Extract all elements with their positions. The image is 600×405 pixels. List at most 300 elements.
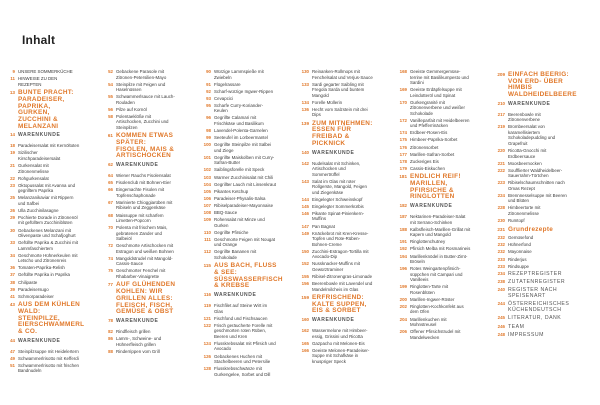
toc-entry (396, 137, 472, 143)
toc-entry (298, 69, 374, 80)
toc-entry (396, 152, 472, 158)
chapter-heading (494, 227, 570, 234)
toc-entry (200, 69, 276, 80)
toc-entry (298, 274, 374, 280)
page-number: 65 (108, 180, 113, 186)
entry-title: Himbeer-Paprika-Sorbet (410, 137, 458, 143)
page-number: 36 (10, 265, 15, 271)
entry-title: Eingemachte Fisolen mit Topfenschaphonade (116, 187, 165, 198)
warenkunde-entry (298, 317, 374, 323)
page-number: 14 (10, 132, 15, 138)
page-number: 174 (399, 130, 407, 136)
warenkunde-entry (4, 338, 80, 344)
page-number: 74 (108, 255, 113, 261)
toc-entry (4, 176, 80, 182)
page-number: 246 (497, 323, 505, 329)
page-number: 177 (399, 151, 407, 157)
entry-title: Rohensalat mit Minze und Gurken (214, 217, 265, 228)
toc-column-2 (102, 69, 178, 356)
toc-entry (4, 69, 80, 75)
toc-entry (4, 294, 80, 300)
entry-title: Hühnerfond (508, 242, 531, 248)
entry-title: Hecht vom Salzstein mit drei Dips (312, 106, 368, 118)
page-number: 19 (10, 150, 15, 156)
page-number: 101 (203, 154, 211, 160)
page-number: 38 (10, 279, 15, 285)
entry-title: ZUM MITNEHMEN: ESSEN FÜR FREIBAD & PICKNICK (312, 119, 373, 147)
page-number: 244 (497, 301, 505, 307)
page-number: 111 (204, 236, 211, 242)
toc-entry (200, 217, 276, 228)
toc-entry (298, 348, 374, 365)
page-number: 142 (301, 160, 309, 166)
toc-entry (102, 268, 178, 279)
entry-title: Pfirsich Melba mit Rosmarineis (410, 246, 471, 252)
entry-title: ERFRISCHEND: KALTE SUPPEN, EIS & SORBET (312, 294, 367, 315)
page-number: 238 (497, 278, 505, 284)
toc-entry (102, 187, 178, 198)
toc-entry (200, 210, 276, 216)
toc-entry (396, 130, 472, 136)
page-number: 192 (399, 246, 407, 252)
entry-title: Flügelrassare (214, 81, 241, 87)
entry-title: Tomaten-Paprika-Relish (18, 265, 65, 271)
entry-title: Marinierte Chioggiarüben mit Ribiseln und Zeggenkäse (116, 199, 173, 211)
entry-title: Eingelegter Sommerkürbis (312, 203, 364, 209)
page-number: 222 (497, 167, 505, 173)
entry-title: WARENKUNDE (312, 149, 355, 156)
entry-title: Lavendel-Polenta-Garnelen (214, 128, 268, 134)
entry-title: Würzige Lammspieße mit Zwiebeln (214, 69, 264, 80)
toc-entry (396, 239, 472, 245)
page-number: 33 (10, 240, 15, 246)
chapter-heading (4, 301, 85, 336)
toc-entry (102, 200, 178, 211)
entry-title: Cevapcici (214, 95, 234, 101)
page-number: 156 (301, 281, 309, 287)
page-number: 145 (301, 203, 309, 209)
page-number: 64 (108, 173, 113, 179)
entry-title: ZUTATENREGISTER (508, 278, 566, 285)
toc-entry (200, 82, 276, 88)
entry-title: Beerenbowle mit Lavendel und Mandelmilcheis im Glas (312, 281, 373, 292)
toc-entry (298, 204, 374, 210)
entry-title: WARENKUNDE (508, 100, 551, 107)
page-number: 175 (399, 137, 407, 143)
toc-entry (494, 112, 570, 123)
page-number: 91 (206, 81, 211, 87)
register-entry (494, 301, 570, 313)
entry-title: Marillen-Ingwer-Röster (410, 296, 455, 302)
page-number: 54 (108, 81, 113, 87)
entry-title: Wiener Rauchs Fisolensalat (116, 173, 171, 179)
entry-title: WARENKUNDE (214, 292, 257, 299)
entry-title: Frisch geräucherte Forelle mit geschmorten roten Rüben, Beeren und Kren (214, 322, 273, 339)
entry-title: Gefüllte Paprika in Paprika (18, 272, 70, 278)
toc-column-6 (494, 69, 577, 340)
entry-title: Geschmorte Artischocken mit Estragon und weißen Bohnen (116, 243, 174, 254)
toc-entry (4, 265, 80, 271)
page-number: 220 (497, 148, 505, 153)
entry-title: Marillenkuchen mit Mohnstreusel (410, 316, 447, 327)
toc-entry (494, 218, 570, 224)
toc-entry (298, 281, 374, 292)
entry-title: Himbeertorte mit Zitronenmelisse (508, 205, 541, 216)
entry-title: Ringlottenchutney (410, 239, 446, 245)
page-number: 165 (301, 340, 309, 346)
page-number: 240 (497, 287, 505, 293)
page-number: 70 (108, 225, 113, 231)
register-entry (494, 324, 570, 330)
toc-entry (102, 213, 178, 224)
entry-title: Vanilleparfait mit Heidelbeeren und Pfefferrinäcken (410, 117, 470, 129)
toc-entry (298, 231, 374, 248)
entry-title: Ringlotten-Kochkonfekt aus dem Ofen (410, 303, 464, 315)
toc-entry (494, 235, 570, 241)
toc-entry (102, 94, 178, 105)
page-number: 228 (497, 205, 505, 211)
entry-title: WARENKUNDE (116, 317, 159, 324)
entry-title: Geschmorte Feigen mit Nougat und Orange (214, 236, 276, 248)
toc-entry (494, 180, 570, 191)
page-number: 146 (301, 210, 309, 216)
entry-title: IMPRESSUM (508, 331, 544, 338)
entry-title: Saiblingsforelle mit Speck (214, 167, 265, 173)
toc-entry (494, 264, 570, 270)
toc-entry (200, 366, 276, 377)
page-number: 11 (10, 76, 15, 82)
toc-entry (4, 215, 80, 226)
page-number: 62 (108, 162, 113, 168)
entry-title: WARENKUNDE (312, 317, 355, 324)
entry-title: Rindfleisch grillen (116, 328, 151, 334)
toc-entry (298, 249, 374, 260)
toc-entry (102, 329, 178, 335)
toc-entry (102, 256, 178, 267)
entry-title: Zuckeriges Eis (410, 158, 439, 164)
toc-entry (102, 173, 178, 179)
toc-entry (200, 354, 276, 365)
page-title: Inhalt (22, 33, 56, 47)
toc-entry (494, 257, 570, 263)
toc-entry (396, 297, 472, 303)
entry-title: Grundrezepte (508, 225, 554, 233)
entry-title: REZEPTREGISTER (508, 270, 562, 277)
toc-entry (494, 242, 570, 248)
toc-entry (4, 143, 80, 149)
entry-title: Kalbsfleisch-Marillen-Grillat mit Kapern und Mangold (410, 226, 471, 238)
page-number: 37 (10, 272, 15, 278)
page-number: 196 (399, 266, 407, 272)
page-number: 68 (108, 212, 113, 218)
page-number: 209 (497, 72, 505, 77)
page-number: 39 (10, 286, 15, 292)
page-number: 126 (203, 353, 211, 359)
page-number: 233 (497, 256, 505, 262)
toc-entry (4, 195, 80, 206)
entry-title: Fischfilet auf Steine Wirt im Glas (214, 303, 268, 314)
page-number: 29 (10, 214, 15, 220)
entry-title: WARENKUNDE (116, 162, 159, 169)
entry-title: Steinpilzsuppe mit Heidelertern (18, 348, 79, 354)
toc-entry (4, 183, 80, 194)
page-number: 219 (497, 124, 505, 130)
page-number: 233 (497, 263, 505, 269)
entry-title: Rinderjus (508, 256, 527, 262)
page-number: 232 (497, 235, 505, 241)
entry-title: Fischfond und Fischsaucen (214, 315, 268, 321)
toc-entry (200, 128, 276, 134)
page-number: 144 (301, 196, 309, 202)
page-number: 99 (206, 135, 211, 141)
entry-title: Pilze auf Kornöl (116, 106, 147, 112)
entry-title: Rotes Weingartenpfirsich-süppchen mit Campari und Vanilleeis (410, 266, 463, 283)
entry-title: Ulla Zucchinilasagne (18, 207, 59, 213)
toc-entry (4, 287, 80, 293)
toc-entry (4, 363, 80, 374)
toc-entry (396, 227, 472, 238)
toc-entry (102, 114, 178, 131)
entry-title: Salat im Glas mit roter Rollgerste, Mangold, Feigen und Ziegenkäse (312, 178, 367, 195)
page-number: 82 (108, 328, 113, 334)
entry-title: Pikantes Ketchup (214, 188, 249, 194)
warenkunde-entry (298, 150, 374, 156)
page-number: 122 (203, 322, 211, 328)
toc-entry (298, 341, 374, 347)
toc-column-3 (200, 69, 283, 379)
page-number: 223 (497, 180, 505, 186)
page-number: 72 (108, 243, 113, 249)
entry-title: Chilipaste (18, 279, 38, 285)
toc-entry (494, 205, 570, 216)
entry-title: Ribiselparadeiser-Mayonnaise (214, 202, 274, 208)
page-number: 88 (108, 348, 113, 354)
toc-entry (4, 280, 80, 286)
toc-entry (200, 316, 276, 322)
entry-title: Rohgurkensalat (18, 175, 49, 181)
entry-title: Ribisel-Zitronengras-Limonade (312, 273, 373, 279)
toc-entry (102, 69, 178, 80)
page-number: 96 (206, 115, 211, 121)
page-number: 204 (399, 316, 407, 322)
toc-entry (396, 166, 472, 172)
toc-entry (200, 115, 276, 126)
entry-title: Zitronensorbet (410, 144, 439, 150)
entry-title: Gefüllte Paprika & Zucchini mit Lammfaschiertem (18, 240, 79, 251)
warenkunde-entry (4, 132, 80, 138)
page-number: 121 (203, 315, 211, 321)
entry-title: Flusskrebsschwänze mit Gurkengelee, Sorbet und Dill (214, 366, 271, 377)
entry-title: LITERATUR, DANK (508, 315, 562, 322)
entry-title: Sizilischer Kirschparadeisersalat (18, 150, 61, 161)
entry-title: Polentaeklöße mit Artischocken, Zucchini und Steinpilzen (116, 113, 169, 130)
page-number: 232 (497, 242, 505, 248)
page-number: 248 (497, 331, 505, 337)
entry-title: Forelle Müllerin (312, 99, 343, 105)
entry-title: Rumtopf (508, 218, 525, 224)
entry-title: Gegrillte Steinpilze mit Salbei und Ziege (214, 142, 272, 153)
page-number: 191 (399, 239, 407, 245)
entry-title: Schwammerlrisotto mit frischen Bandnudeln (18, 362, 79, 374)
entry-title: AUS BACH, FLUSS & SEE: SÜSSWASSERFISCH & KREBSE (214, 262, 283, 290)
toc-entry (4, 163, 80, 174)
toc-entry (102, 107, 178, 113)
page-number: 52 (108, 69, 113, 74)
page-number: 22 (10, 175, 15, 181)
entry-title: Gegrillte Maiskolben mit Curry-Safran-Butter (214, 154, 275, 166)
entry-title: WARENKUNDE (18, 132, 61, 139)
entry-title: Mayonnaise (508, 249, 532, 255)
toc-entry (200, 303, 276, 314)
entry-title: Polenta mit frischem Mais, gebratenen Zander und Salbeiöl (116, 225, 168, 242)
page-number: 230 (497, 218, 505, 224)
page-number: 159 (301, 295, 309, 301)
page-number: 110 (203, 229, 211, 235)
toc-entry (396, 87, 472, 98)
entry-title: Oktopussalat mit Avanna und gegrilltem Paprika (18, 182, 76, 194)
entry-title: Gegrillter Lauch mit Linsenkraut (214, 181, 276, 187)
page-number: 182 (399, 203, 407, 209)
register-entry (494, 271, 570, 277)
entry-title: WARENKUNDE (18, 337, 61, 344)
toc-entry (494, 249, 570, 255)
toc-entry (200, 135, 276, 141)
entry-title: Gegrillte Bananen mit Schokolade (214, 249, 257, 260)
page-number: 176 (399, 144, 407, 150)
page-number: 115 (203, 263, 211, 269)
entry-title: Gurkengranité mit Zitronenverbene und weißer Schokolade (410, 99, 465, 116)
toc-entry (4, 150, 80, 161)
page-number: 107 (203, 202, 211, 208)
entry-title: Ricotta-Gnocchi mit Erdbeersauce (508, 148, 547, 159)
toc-entry (200, 155, 276, 166)
page-number: 181 (399, 174, 407, 180)
toc-entry (200, 237, 276, 248)
page-number: 134 (301, 99, 309, 105)
entry-title: Geschmorter Fenchel mit Rhabarber-Vinaigrette (116, 268, 166, 279)
entry-title: Gebackenes Huchen mit Stachelbeeren und Petersilie (214, 353, 271, 365)
entry-title: Rindsuppe (508, 263, 529, 269)
toc-entry (396, 159, 472, 165)
toc-entry (200, 175, 276, 181)
page-number: 128 (203, 366, 211, 372)
chapter-heading (200, 262, 283, 290)
entry-title: Fisolenclub mit Bohnen-Eier (116, 180, 171, 186)
toc-entry (298, 224, 374, 230)
toc-entry (4, 208, 80, 214)
entry-title: BUNTE PRACHT: PARADEISER, PAPRIKA, GURKEN, ZUCCHINI & MELANZANI (18, 89, 74, 130)
entry-title: Flusskrebssalat mit Pfirsich und Avocado (214, 340, 276, 352)
toc-entry (494, 168, 570, 179)
page-number: 44 (10, 337, 15, 343)
chapter-heading (4, 90, 80, 130)
entry-title: EINFACH BEERIG: VON ERD- ÜBER HIMBIS WALDHEIDELBEERE (508, 71, 577, 99)
toc-entry (298, 261, 374, 272)
page-number: 194 (399, 253, 407, 259)
toc-entry (4, 356, 80, 362)
toc-entry (494, 148, 570, 159)
toc-entry (200, 341, 276, 352)
chapter-heading (102, 282, 178, 316)
entry-title: UNSERE SOMMERKÜCHE (18, 69, 73, 74)
toc-entry (102, 243, 178, 254)
entry-title: WARENKUNDE (410, 203, 453, 210)
toc-entry (4, 240, 80, 251)
page-number: 77 (107, 282, 113, 288)
page-number: 106 (203, 195, 211, 201)
toc-entry (4, 272, 80, 278)
entry-title: Rinderrippen vom Grill (116, 348, 160, 354)
page-number: 202 (399, 303, 407, 309)
page-number: 166 (301, 347, 309, 353)
page-number: 23 (10, 182, 15, 188)
entry-title: Nudelsalat mit Schinken, Artischocken und Sommertrüffel (312, 160, 361, 177)
page-number: 217 (497, 111, 505, 117)
chapter-heading (396, 174, 472, 201)
entry-title: Nektarinen-Paradeiser-Salat mit Serrano-Schinken (410, 214, 466, 225)
page-number: 124 (203, 340, 211, 346)
page-number: 152 (301, 261, 309, 267)
page-number: 108 (203, 210, 211, 215)
page-number: 25 (10, 195, 15, 201)
page-number: 224 (497, 192, 505, 198)
toc-entry (200, 89, 276, 95)
toc-entry (396, 304, 472, 315)
page-number: 143 (301, 178, 309, 184)
toc-entry (4, 228, 80, 239)
page-number: 149 (301, 230, 309, 236)
entry-title: ENDLICH REIF! MARILLEN, PFIRSICHE & RINGLOTTEN (410, 173, 461, 201)
page-number: 179 (399, 165, 407, 171)
page-number: 116 (203, 292, 211, 298)
toc-entry (298, 161, 374, 178)
toc-entry (396, 246, 472, 252)
page-number: 43 (9, 302, 15, 308)
entry-title: Gazpacho mit Melonen-Eis (312, 340, 365, 346)
entry-title: Mangoldstrudel mit Mangold-Cassis-Sauce (116, 255, 173, 267)
toc-entry (4, 76, 80, 87)
entry-title: Gemüsefond (508, 235, 534, 241)
page-number: 136 (301, 106, 309, 112)
page-number: 47 (10, 348, 15, 354)
toc-entry (200, 196, 276, 202)
toc-entry (102, 82, 178, 93)
page-number: 155 (301, 273, 309, 279)
entry-title: Eingelegter Schweinskopf (312, 196, 363, 202)
warenkunde-entry (396, 203, 472, 209)
toc-entry (494, 124, 570, 146)
entry-title: KOMMEN ETWAS SPÄTER: FISOLEN, MAIS & ARTISCHOCKEN (116, 132, 175, 160)
entry-title: BBQ-Sauce (214, 210, 238, 215)
page-number: 13 (9, 90, 15, 96)
toc-entry (396, 100, 472, 117)
page-number: 58 (108, 113, 113, 119)
page-number: 49 (10, 355, 15, 361)
page-number: 109 (203, 217, 211, 223)
toc-entry (200, 103, 276, 114)
entry-title: Geeiste Gemmergemüse-terrine mit Basilikumpesto und Sardini (410, 69, 469, 85)
entry-title: Gebackenes Melanzani mit Olivenpaste und Schafjoghurt (18, 227, 76, 239)
entry-title: Gegrillte Pfirsiche (214, 229, 249, 235)
page-number: 98 (206, 128, 211, 134)
entry-title: Brennnesselsuppe mit Beeren und Blüten (508, 192, 567, 204)
page-number: 200 (399, 296, 407, 302)
entry-title: Warmer Zucchinisalat mit Chili (214, 174, 274, 180)
entry-title: Gurkensalat mit Zitronenmelisse (18, 163, 49, 174)
page-number: 210 (497, 100, 505, 106)
page-number: 75 (108, 268, 113, 274)
page-number: 169 (399, 87, 407, 93)
